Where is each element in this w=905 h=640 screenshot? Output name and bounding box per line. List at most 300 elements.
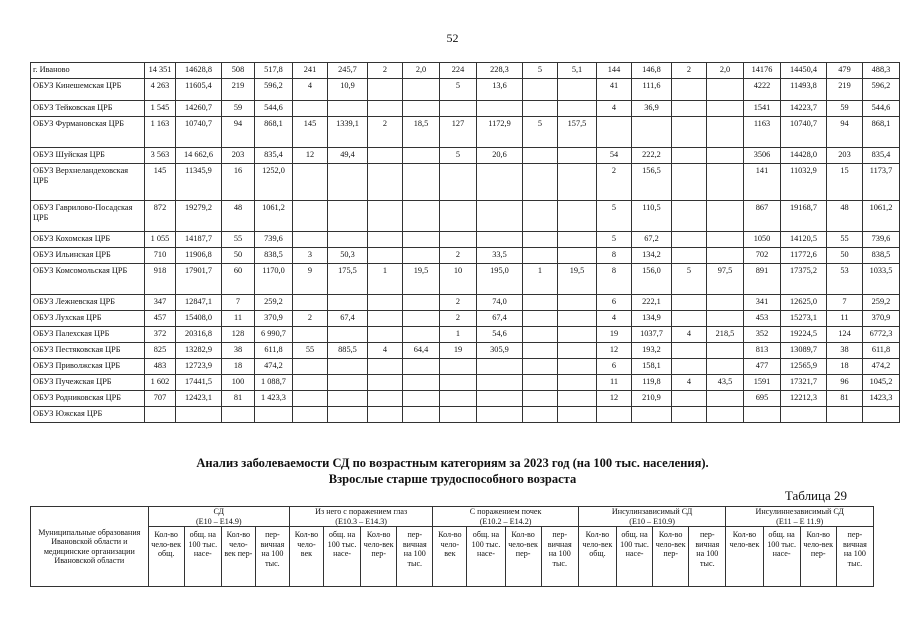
- value-cell: 17375,2: [781, 264, 827, 295]
- value-cell: [328, 101, 368, 117]
- value-cell: [477, 232, 523, 248]
- region-column-header: Муниципальные образования Ивановской области и медицинские организации Ивановской области: [31, 507, 149, 587]
- value-cell: 14 351: [145, 63, 176, 79]
- table-row: [31, 343, 900, 359]
- value-cell: 341: [744, 295, 781, 311]
- subheader-cell: общ. на 100 тыс. насе-: [184, 527, 221, 587]
- table-29: [30, 506, 874, 587]
- value-cell: 12212,3: [781, 391, 827, 407]
- value-cell: [523, 327, 558, 343]
- value-cell: [368, 359, 403, 375]
- value-cell: 4: [672, 327, 707, 343]
- value-cell: 38: [827, 343, 863, 359]
- value-cell: [672, 79, 707, 101]
- subheader-cell: Кол-во чело-век пер-: [361, 527, 397, 587]
- value-cell: [440, 232, 477, 248]
- value-cell: 43,5: [707, 375, 744, 391]
- value-cell: [523, 248, 558, 264]
- value-cell: 611,8: [255, 343, 293, 359]
- value-cell: [558, 343, 597, 359]
- table-row: [31, 359, 900, 375]
- table-row: [31, 248, 900, 264]
- value-cell: [558, 375, 597, 391]
- value-cell: 19279,2: [176, 201, 222, 232]
- value-cell: 838,5: [255, 248, 293, 264]
- value-cell: 739,6: [863, 232, 900, 248]
- value-cell: 12: [293, 148, 328, 164]
- value-cell: [523, 311, 558, 327]
- value-cell: [403, 407, 440, 423]
- subheader-cell: общ. на 100 тыс. насе-: [323, 527, 360, 587]
- value-cell: [328, 295, 368, 311]
- value-cell: 175,5: [328, 264, 368, 295]
- value-cell: 1173,7: [863, 164, 900, 201]
- value-cell: 1: [523, 264, 558, 295]
- value-cell: 305,9: [477, 343, 523, 359]
- value-cell: 33,5: [477, 248, 523, 264]
- table-row: [31, 101, 900, 117]
- value-cell: 872: [145, 201, 176, 232]
- subheader-cell: общ. на 100 тыс. насе-: [616, 527, 652, 587]
- value-cell: [403, 359, 440, 375]
- group-header: СД (Е10 – Е14.9): [148, 507, 289, 527]
- value-cell: 3 563: [145, 148, 176, 164]
- value-cell: 611,8: [863, 343, 900, 359]
- value-cell: 19,5: [403, 264, 440, 295]
- value-cell: [523, 375, 558, 391]
- subheader-cell: Кол-во чело-век: [289, 527, 323, 587]
- value-cell: 1 602: [145, 375, 176, 391]
- value-cell: 5: [597, 232, 632, 248]
- value-cell: [403, 375, 440, 391]
- value-cell: [403, 232, 440, 248]
- value-cell: 2: [440, 295, 477, 311]
- value-cell: 370,9: [255, 311, 293, 327]
- value-cell: [477, 201, 523, 232]
- value-cell: [403, 391, 440, 407]
- group-header: Инсулиннезависимый СД (Е11 – Е 11.9): [726, 507, 874, 527]
- value-cell: 18,5: [403, 117, 440, 148]
- value-cell: 5,1: [558, 63, 597, 79]
- value-cell: 18: [222, 359, 255, 375]
- value-cell: 14223,7: [781, 101, 827, 117]
- value-cell: [632, 407, 672, 423]
- value-cell: 100: [222, 375, 255, 391]
- value-cell: 5: [672, 264, 707, 295]
- value-cell: 259,2: [255, 295, 293, 311]
- value-cell: 224: [440, 63, 477, 79]
- subheader-cell: Кол-во чело-век пер-: [653, 527, 689, 587]
- value-cell: [293, 201, 328, 232]
- value-cell: [558, 327, 597, 343]
- value-cell: 228,3: [477, 63, 523, 79]
- value-cell: 1061,2: [255, 201, 293, 232]
- value-cell: [328, 232, 368, 248]
- value-cell: 14628,8: [176, 63, 222, 79]
- value-cell: [707, 101, 744, 117]
- value-cell: 1 545: [145, 101, 176, 117]
- value-cell: 245,7: [328, 63, 368, 79]
- value-cell: 16: [222, 164, 255, 201]
- value-cell: 1 088,7: [255, 375, 293, 391]
- value-cell: 739,6: [255, 232, 293, 248]
- value-cell: [403, 164, 440, 201]
- value-cell: [523, 79, 558, 101]
- value-cell: 11345,9: [176, 164, 222, 201]
- value-cell: 17321,7: [781, 375, 827, 391]
- value-cell: [440, 359, 477, 375]
- value-cell: 2: [440, 248, 477, 264]
- value-cell: 17901,7: [176, 264, 222, 295]
- row-name-cell: ОБУЗ Комсомольская ЦРБ: [31, 264, 145, 295]
- value-cell: 1591: [744, 375, 781, 391]
- row-name-cell: ОБУЗ Палехская ЦРБ: [31, 327, 145, 343]
- value-cell: 157,5: [558, 117, 597, 148]
- value-cell: 6772,3: [863, 327, 900, 343]
- value-cell: 259,2: [863, 295, 900, 311]
- value-cell: 695: [744, 391, 781, 407]
- value-cell: 64,4: [403, 343, 440, 359]
- value-cell: [707, 311, 744, 327]
- value-cell: [403, 311, 440, 327]
- value-cell: 14450,4: [781, 63, 827, 79]
- value-cell: 710: [145, 248, 176, 264]
- table-row: [31, 79, 900, 101]
- value-cell: 12847,1: [176, 295, 222, 311]
- value-cell: 1 423,3: [255, 391, 293, 407]
- table-row: [31, 201, 900, 232]
- value-cell: 2: [293, 311, 328, 327]
- value-cell: [293, 164, 328, 201]
- value-cell: [328, 391, 368, 407]
- value-cell: 145: [145, 164, 176, 201]
- value-cell: 1252,0: [255, 164, 293, 201]
- value-cell: [707, 232, 744, 248]
- value-cell: 19,5: [558, 264, 597, 295]
- value-cell: [368, 201, 403, 232]
- value-cell: 838,5: [863, 248, 900, 264]
- value-cell: [523, 391, 558, 407]
- value-cell: 1170,0: [255, 264, 293, 295]
- value-cell: 517,8: [255, 63, 293, 79]
- value-cell: 1037,7: [632, 327, 672, 343]
- value-cell: [440, 164, 477, 201]
- value-cell: 50,3: [328, 248, 368, 264]
- value-cell: [707, 359, 744, 375]
- value-cell: 156,5: [632, 164, 672, 201]
- value-cell: [368, 375, 403, 391]
- value-cell: 74,0: [477, 295, 523, 311]
- value-cell: 867: [744, 201, 781, 232]
- value-cell: [672, 164, 707, 201]
- value-cell: 2,0: [403, 63, 440, 79]
- value-cell: 13089,7: [781, 343, 827, 359]
- value-cell: 4: [597, 101, 632, 117]
- value-cell: 14 662,6: [176, 148, 222, 164]
- value-cell: 59: [222, 101, 255, 117]
- value-cell: 219: [827, 79, 863, 101]
- value-cell: 11: [222, 311, 255, 327]
- value-cell: 146,8: [632, 63, 672, 79]
- title-line-2: Взрослые старше трудоспособного возраста: [328, 472, 577, 486]
- value-cell: [440, 375, 477, 391]
- page-number: 52: [446, 31, 459, 45]
- value-cell: [558, 232, 597, 248]
- value-cell: [672, 343, 707, 359]
- value-cell: [707, 201, 744, 232]
- subheader-cell: общ. на 100 тыс. насе-: [763, 527, 800, 587]
- value-cell: 15273,1: [781, 311, 827, 327]
- table-29-group-header-row: [31, 507, 874, 527]
- value-cell: 9: [293, 264, 328, 295]
- value-cell: 145: [293, 117, 328, 148]
- value-cell: 835,4: [863, 148, 900, 164]
- value-cell: [558, 295, 597, 311]
- section-title: [0, 455, 905, 487]
- value-cell: 352: [744, 327, 781, 343]
- value-cell: 50: [222, 248, 255, 264]
- subheader-cell: Кол-во чело-век пер-: [800, 527, 836, 587]
- value-cell: 218,5: [707, 327, 744, 343]
- value-cell: 12423,1: [176, 391, 222, 407]
- value-cell: 53: [827, 264, 863, 295]
- value-cell: 1033,5: [863, 264, 900, 295]
- subheader-cell: пер-вичная на 100 тыс.: [836, 527, 873, 587]
- value-cell: [672, 117, 707, 148]
- value-cell: 20316,8: [176, 327, 222, 343]
- value-cell: 596,2: [255, 79, 293, 101]
- value-cell: 596,2: [863, 79, 900, 101]
- value-cell: [558, 311, 597, 327]
- value-cell: [523, 295, 558, 311]
- value-cell: [368, 391, 403, 407]
- value-cell: 124: [827, 327, 863, 343]
- value-cell: [672, 359, 707, 375]
- value-cell: 111,6: [632, 79, 672, 101]
- value-cell: [368, 79, 403, 101]
- value-cell: [523, 232, 558, 248]
- value-cell: [558, 79, 597, 101]
- value-cell: 835,4: [255, 148, 293, 164]
- value-cell: [403, 201, 440, 232]
- value-cell: 707: [145, 391, 176, 407]
- value-cell: 474,2: [863, 359, 900, 375]
- row-name-cell: ОБУЗ Тейковская ЦРБ: [31, 101, 145, 117]
- value-cell: 13,6: [477, 79, 523, 101]
- value-cell: [368, 407, 403, 423]
- group-header: Инсулинзависимый СД (Е10 – Е10.9): [578, 507, 726, 527]
- value-cell: [368, 232, 403, 248]
- table-row: [31, 407, 900, 423]
- value-cell: [477, 375, 523, 391]
- value-cell: [293, 232, 328, 248]
- subheader-cell: пер-вичная на 100 тыс.: [255, 527, 289, 587]
- value-cell: 544,6: [255, 101, 293, 117]
- value-cell: 14120,5: [781, 232, 827, 248]
- value-cell: [707, 407, 744, 423]
- value-cell: 203: [222, 148, 255, 164]
- value-cell: 10,9: [328, 79, 368, 101]
- title-line-1: Анализ заболеваемости СД по возрастным категориям за 2023 год (на 100 тыс. населения).: [196, 456, 709, 470]
- value-cell: [176, 407, 222, 423]
- value-cell: 15: [827, 164, 863, 201]
- value-cell: 81: [222, 391, 255, 407]
- value-cell: 14428,0: [781, 148, 827, 164]
- value-cell: 868,1: [863, 117, 900, 148]
- value-cell: 1423,3: [863, 391, 900, 407]
- value-cell: [477, 359, 523, 375]
- table-row: [31, 164, 900, 201]
- value-cell: 2: [368, 63, 403, 79]
- value-cell: [440, 391, 477, 407]
- value-cell: 6 990,7: [255, 327, 293, 343]
- value-cell: [672, 295, 707, 311]
- value-cell: 5: [523, 117, 558, 148]
- value-cell: [827, 407, 863, 423]
- value-cell: 5: [597, 201, 632, 232]
- value-cell: 14260,7: [176, 101, 222, 117]
- subheader-cell: Кол-во чело-век: [433, 527, 467, 587]
- group-header: Из него с поражением глаз (Е10.3 – Е14.3): [289, 507, 432, 527]
- value-cell: 885,5: [328, 343, 368, 359]
- value-cell: [368, 148, 403, 164]
- row-name-cell: ОБУЗ Гаврилово-Посадская ЦРБ: [31, 201, 145, 232]
- row-name-cell: ОБУЗ Пучежская ЦРБ: [31, 375, 145, 391]
- value-cell: [597, 407, 632, 423]
- value-cell: 94: [827, 117, 863, 148]
- table-row: [31, 375, 900, 391]
- value-cell: 4: [293, 79, 328, 101]
- value-cell: 193,2: [632, 343, 672, 359]
- value-cell: [558, 359, 597, 375]
- value-cell: [403, 148, 440, 164]
- value-cell: 544,6: [863, 101, 900, 117]
- value-cell: 813: [744, 343, 781, 359]
- value-cell: 4 263: [145, 79, 176, 101]
- value-cell: 825: [145, 343, 176, 359]
- value-cell: [293, 327, 328, 343]
- value-cell: 38: [222, 343, 255, 359]
- value-cell: [403, 101, 440, 117]
- value-cell: [672, 391, 707, 407]
- value-cell: [558, 148, 597, 164]
- value-cell: [558, 201, 597, 232]
- value-cell: [477, 101, 523, 117]
- table-row: [31, 391, 900, 407]
- value-cell: [707, 343, 744, 359]
- value-cell: 372: [145, 327, 176, 343]
- value-cell: [523, 359, 558, 375]
- value-cell: 2: [672, 63, 707, 79]
- table-row: [31, 232, 900, 248]
- value-cell: 158,1: [632, 359, 672, 375]
- value-cell: [328, 327, 368, 343]
- value-cell: 1339,1: [328, 117, 368, 148]
- row-name-cell: ОБУЗ Кохомская ЦРБ: [31, 232, 145, 248]
- value-cell: [328, 201, 368, 232]
- value-cell: [368, 311, 403, 327]
- value-cell: 11: [597, 375, 632, 391]
- value-cell: 1163: [744, 117, 781, 148]
- value-cell: 4: [368, 343, 403, 359]
- value-cell: [440, 101, 477, 117]
- value-cell: [293, 407, 328, 423]
- row-name-cell: ОБУЗ Родниковская ЦРБ: [31, 391, 145, 407]
- subheader-cell: общ. на 100 тыс. насе-: [467, 527, 505, 587]
- row-name-cell: ОБУЗ Пестяковская ЦРБ: [31, 343, 145, 359]
- row-name-cell: ОБУЗ Лухская ЦРБ: [31, 311, 145, 327]
- value-cell: 474,2: [255, 359, 293, 375]
- value-cell: [523, 343, 558, 359]
- value-cell: [368, 101, 403, 117]
- value-cell: [781, 407, 827, 423]
- value-cell: 134,9: [632, 311, 672, 327]
- value-cell: [440, 407, 477, 423]
- subheader-cell: Кол-во чело-век: [726, 527, 763, 587]
- value-cell: 96: [827, 375, 863, 391]
- row-name-cell: ОБУЗ Ильинская ЦРБ: [31, 248, 145, 264]
- value-cell: [707, 391, 744, 407]
- value-cell: 11605,4: [176, 79, 222, 101]
- value-cell: [744, 407, 781, 423]
- value-cell: 222,2: [632, 148, 672, 164]
- value-cell: 48: [222, 201, 255, 232]
- value-cell: 453: [744, 311, 781, 327]
- value-cell: [672, 232, 707, 248]
- value-cell: 479: [827, 63, 863, 79]
- value-cell: 7: [827, 295, 863, 311]
- value-cell: 67,2: [632, 232, 672, 248]
- value-cell: 19224,5: [781, 327, 827, 343]
- table-row: [31, 117, 900, 148]
- value-cell: 370,9: [863, 311, 900, 327]
- value-cell: 210,9: [632, 391, 672, 407]
- value-cell: [672, 248, 707, 264]
- value-cell: 868,1: [255, 117, 293, 148]
- value-cell: 4: [672, 375, 707, 391]
- value-cell: 141: [744, 164, 781, 201]
- value-cell: 203: [827, 148, 863, 164]
- value-cell: 81: [827, 391, 863, 407]
- value-cell: [707, 248, 744, 264]
- value-cell: 54: [597, 148, 632, 164]
- value-cell: [523, 164, 558, 201]
- value-cell: 11: [827, 311, 863, 327]
- value-cell: [523, 201, 558, 232]
- table-row: [31, 311, 900, 327]
- subheader-cell: пер-вичная на 100 тыс.: [541, 527, 578, 587]
- subheader-cell: пер-вичная на 100 тыс.: [689, 527, 726, 587]
- value-cell: 19: [440, 343, 477, 359]
- value-cell: [328, 164, 368, 201]
- value-cell: [707, 295, 744, 311]
- value-cell: 3: [293, 248, 328, 264]
- row-name-cell: ОБУЗ Приволжская ЦРБ: [31, 359, 145, 375]
- value-cell: 12723,9: [176, 359, 222, 375]
- value-cell: 2,0: [707, 63, 744, 79]
- value-cell: 128: [222, 327, 255, 343]
- value-cell: 55: [293, 343, 328, 359]
- value-cell: 110,5: [632, 201, 672, 232]
- value-cell: [368, 327, 403, 343]
- value-cell: [672, 201, 707, 232]
- table-number-label: Таблица 29: [784, 488, 847, 503]
- value-cell: [293, 295, 328, 311]
- value-cell: 59: [827, 101, 863, 117]
- value-cell: [368, 164, 403, 201]
- table-row: [31, 327, 900, 343]
- value-cell: [440, 201, 477, 232]
